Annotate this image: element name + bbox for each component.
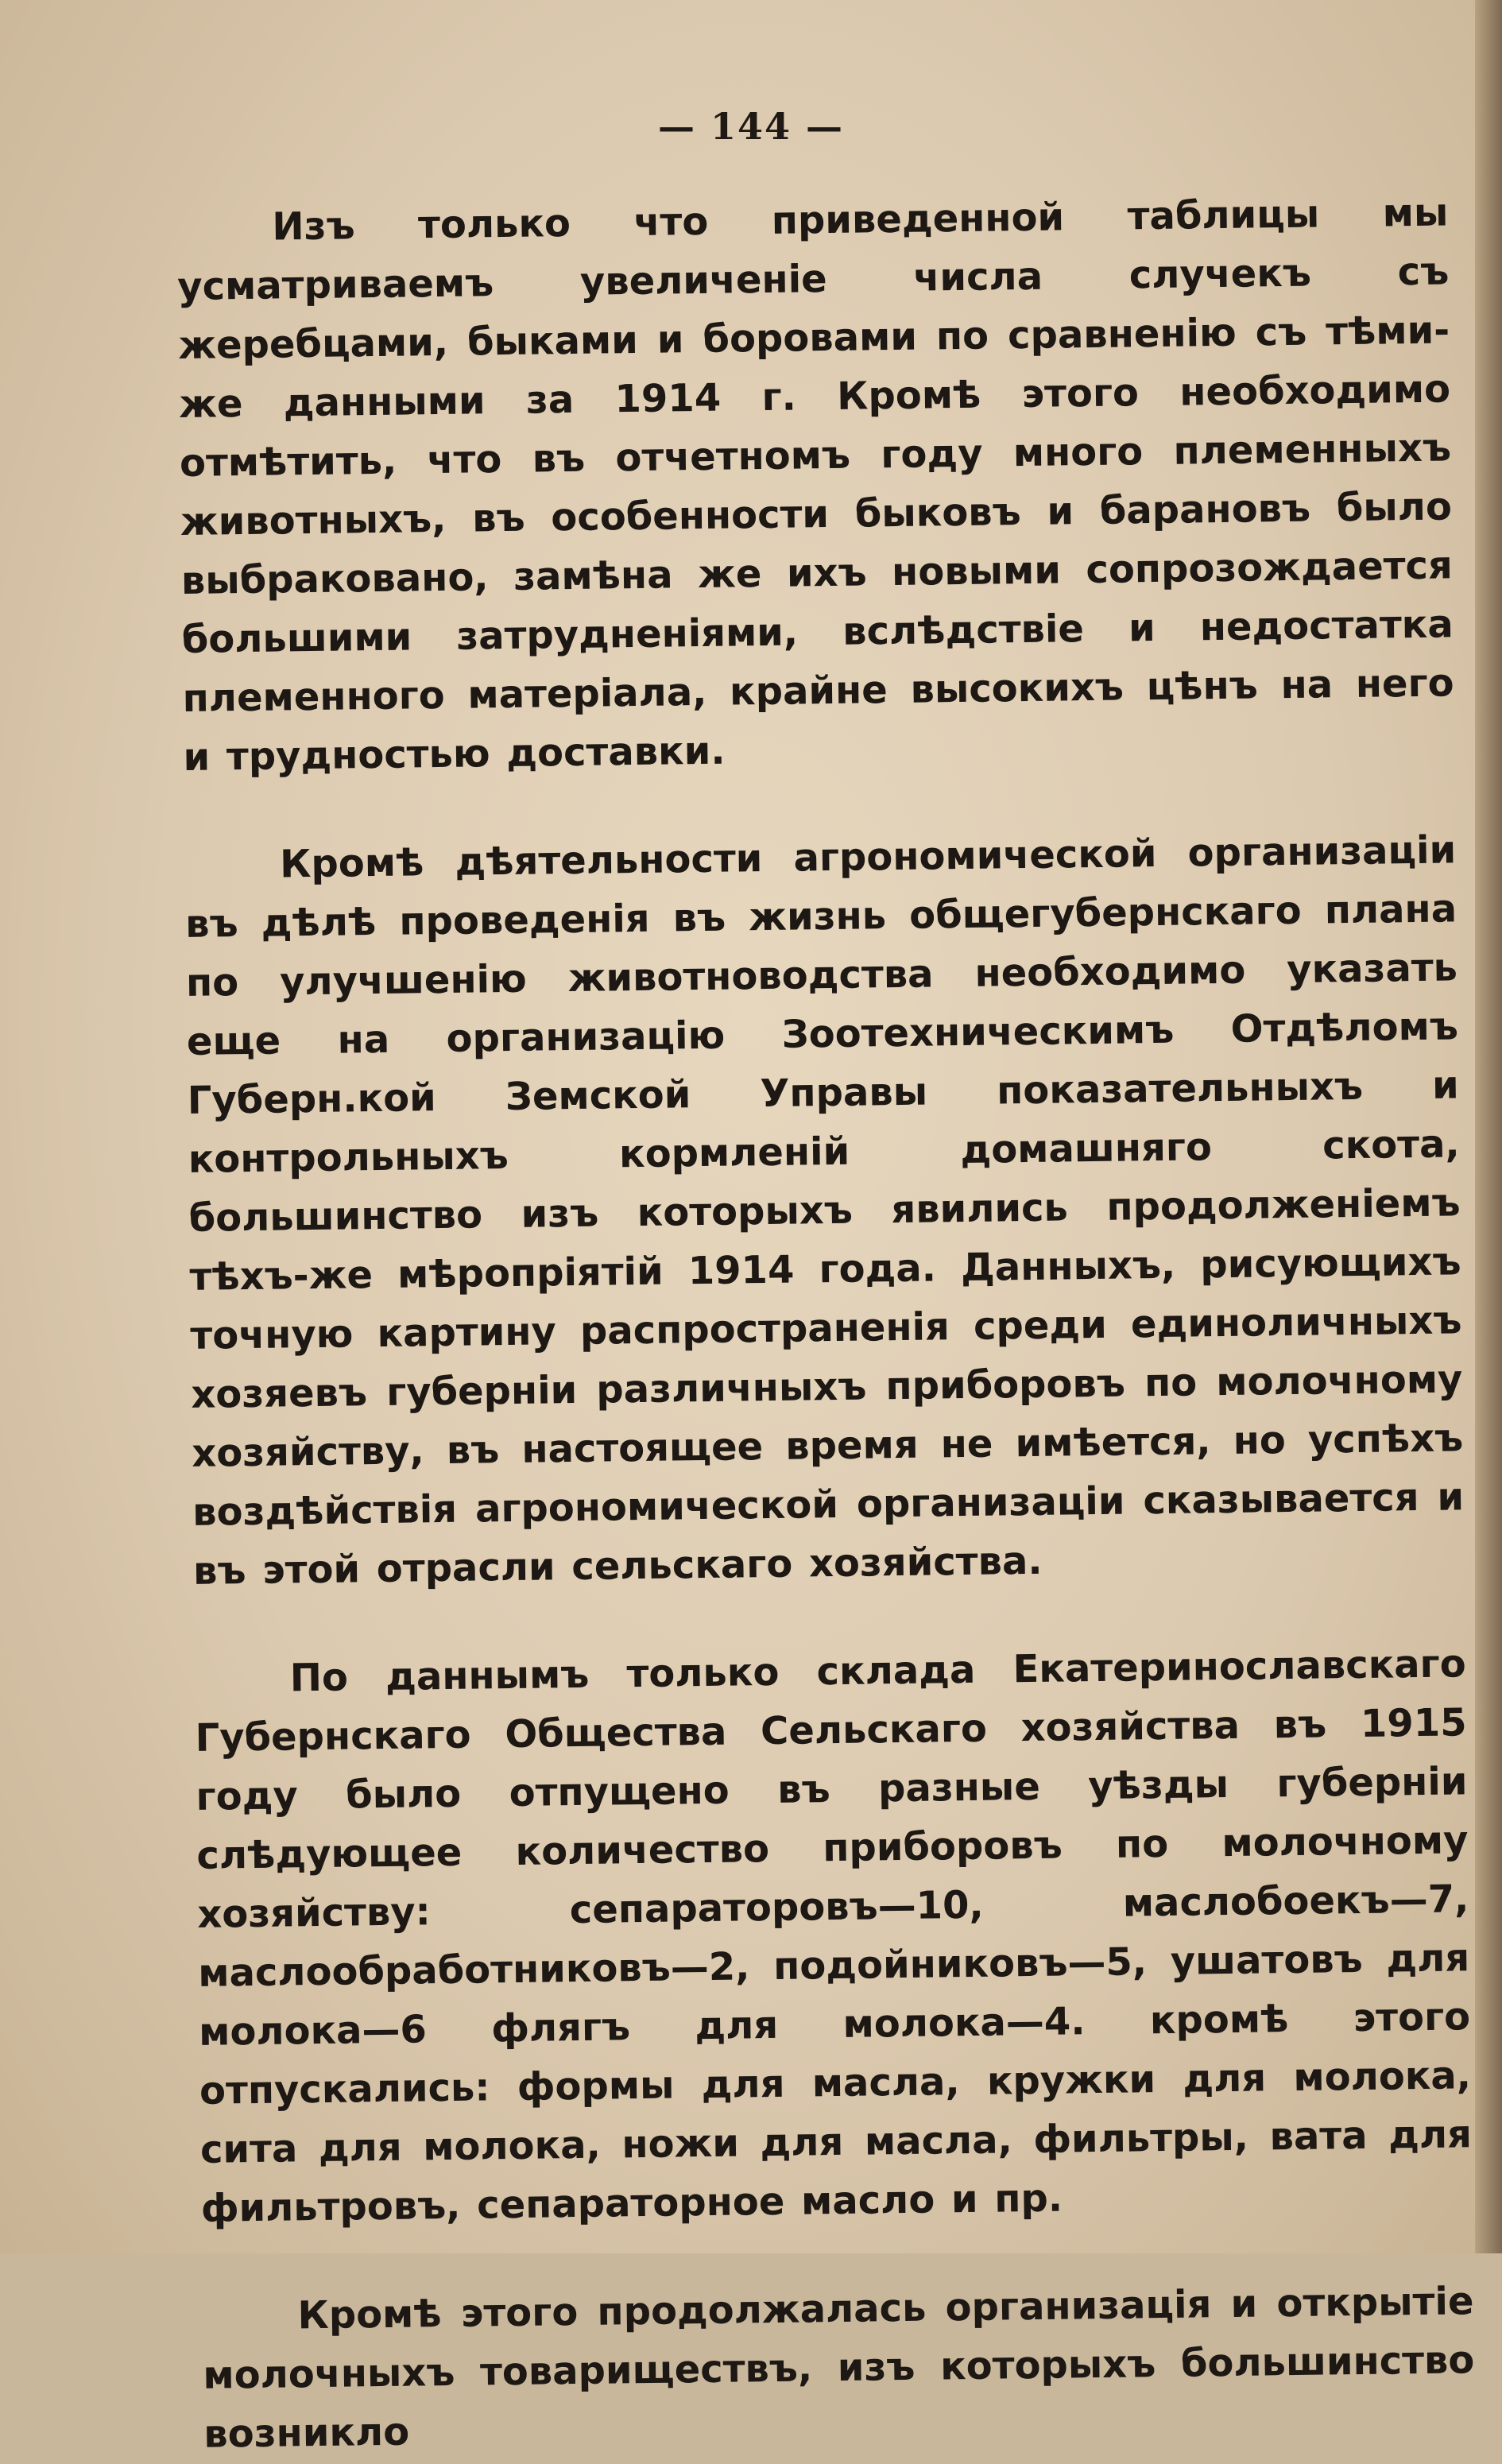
paragraph-3: По даннымъ только склада Екатеринославскаго Губернскаго Общества Сельскаго хозяйства въ 1915 году было отпущено въ разные уѣзды губерніи слѣдующее количество приборовъ по молочному хозяйству: сепараторовъ—10, маслобоекъ—7, маслообработниковъ—2, подойниковъ—5, ушатовъ для молока—6 флягъ для молока—4. кромѣ этого отпускались: формы для масла, кружки для молока, сита для молока, ножи для масла, фильтры, вата для фильтровъ, сепараторное масло и пр.	[195, 1641, 1473, 2231]
body-text	[176, 183, 1476, 2463]
paragraph-1: Изъ только что приведенной таблицы мы усматриваемъ увеличеніе числа случекъ съ жеребцами, быками и боровами по сравненію съ тѣми-же данными за 1914 г. Кромѣ этого необходимо отмѣтить, что въ отчетномъ году много племенныхъ животныхъ, въ особенности быковъ и барановъ было выбраковано, замѣна же ихъ новыми сопрозождается большими затрудненіями, вслѣдствіе и недостатка племенного матеріала, крайне высокихъ цѣнъ на него и трудностью доставки.	[177, 190, 1454, 780]
page-number: — 144 —	[657, 105, 845, 148]
page-edge-shadow	[1475, 0, 1502, 2253]
paragraph-2: Кромѣ дѣятельности агрономической организаціи въ дѣлѣ проведенія въ жизнь общегубернскаго плана по улучшенію животноводства необходимо указать еще на организацію Зоотехническимъ Отдѣломъ Губерн.кой Земской Управы показательныхъ и контрольныхъ кормленій домашняго скота, большинство изъ которыхъ явились продолженіемъ тѣхъ-же мѣропріятій 1914 года. Данныхъ, рисующихъ точную картину распространенія среди единоличныхъ хозяевъ губерніи различныхъ приборовъ по молочному хозяйству, въ настоящее время не имѣется, но успѣхъ воздѣйствія агрономической организаціи сказывается и въ этой отрасли сельскаго хозяйства.	[184, 827, 1465, 1594]
paragraph-4: Кромѣ этого продолжалась организація и открытіе молочныхъ товариществъ, изъ которыхъ большинство возникло	[203, 2279, 1475, 2457]
